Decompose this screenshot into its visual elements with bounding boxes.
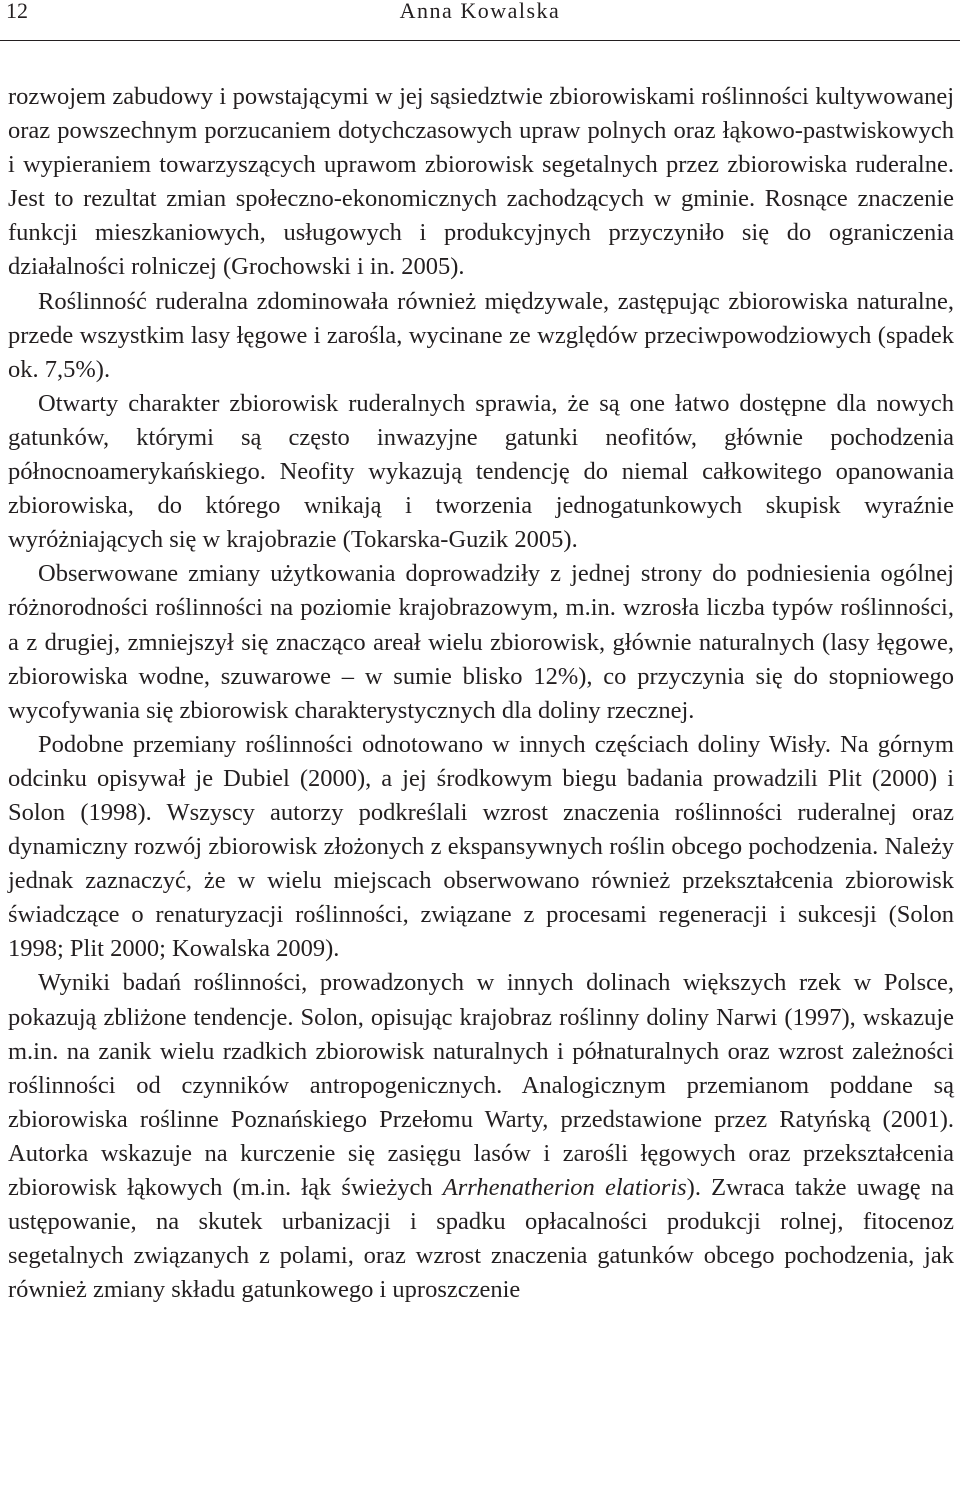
paragraph-1: rozwojem zabudowy i powstającymi w jej sąsiedztwie zbiorowiskami roślinności kultywowanej oraz powszechnym porzucaniem dotychczasowych upraw polnych oraz łąkowo-pastwiskowych i wypieraniem towarzyszących uprawom zbiorowisk segetalnych przez zbiorowiska ruderalne. Jest to rezultat zmian społeczno-ekonomicznych zachodzących w gminie. Rosnące znaczenie funkcji mieszkaniowych, usługowych i produkcyjnych przyczyniło się do ograniczenia działalności rolniczej (Grochowski i in. 2005). [8, 83, 954, 281]
page-header [0, 0, 960, 41]
paragraph-3: Otwarty charakter zbiorowisk ruderalnych sprawia, że są one łatwo dostępne dla nowych gatunków, którymi są często inwazyjne gatunki neofitów, głównie pochodzenia północnoamerykańskiego. Neofity wykazują tendencję do niemal całkowitego opanowania zbiorowiska, do którego wnikają i tworzenia jednogatunkowych skupisk wyraźnie wyróżniających się w krajobrazie (Tokarska-Guzik 2005). [8, 389, 954, 554]
paragraph-2: Roślinność ruderalna zdominowała również międzywale, zastępując zbiorowiska naturalne, przede wszystkim lasy łęgowe i zarośla, wycinane ze względów przeciwpowodziowych (spadek ok. 7,5%). [8, 287, 954, 383]
paragraph-6 [8, 966, 954, 1307]
body-text [8, 80, 954, 1307]
page-number: 12 [6, 0, 28, 23]
paragraph-6-text-end: ). Zwraca także uwagę na ustępowanie, na skutek urbanizacji i spadku opłacalności produkcji rolnej, fitocenoz segetalnych związanych z polami, oraz wzrost znaczenia gatunków obcego pochodzenia, jak również zmiany składu gatunkowego i uproszczenie [8, 1174, 954, 1304]
paragraph-6-text-start: Wyniki badań roślinności, prowadzonych w innych dolinach większych rzek w Polsce, pokazują zbliżone tendencje. Solon, opisując krajobraz roślinny doliny Narwi (1997), wskazuje m.in. na zanik wielu rzadkich zbiorowisk naturalnych i półnaturalnych oraz wzrost zależności roślinności od czynników antropogenicznych. Analogicznym przemianom poddane są zbiorowiska roślinne Poznańskiego Przełomu Warty, przedstawione przez Ratyńską (2001). Autorka wskazuje na kurczenie się zasięgu lasów i zarośli łęgowych oraz przekształcenia zbiorowisk łąkowych (m.in. łąk świeżych [8, 969, 954, 1201]
running-head-author: Anna Kowalska [399, 0, 561, 23]
paragraph-6-species-name: Arrhenatherion elatioris [442, 1174, 687, 1201]
paragraph-4: Obserwowane zmiany użytkowania doprowadziły z jednej strony do podniesienia ogólnej różnorodności roślinności na poziomie krajobrazowym, m.in. wzrosła liczba typów roślinności, a z drugiej, zmniejszył się znacząco areał wielu zbiorowisk, głównie naturalnych (lasy łęgowe, zbiorowiska wodne, szuwarowe – w sumie blisko 12%), co przyczynia się do stopniowego wycofywania się zbiorowisk charakterystycznych dla doliny rzecznej. [8, 560, 954, 724]
paragraph-5: Podobne przemiany roślinności odnotowano w innych częściach doliny Wisły. Na górnym odcinku opisywał je Dubiel (2000), a jej środkowym biegu badania prowadzili Plit (2000) i Solon (1998). Wszyscy autorzy podkreślali wzrost znaczenia roślinności ruderalnej oraz dynamiczny rozwój zbiorowisk złożonych z ekspansywnych roślin obcego pochodzenia. Należy jednak zaznaczyć, że w wielu miejscach obserwowano również przekształcenia zbiorowisk świadczące o renaturyzacji roślinności, związane z procesami regeneracji i sukcesji (Solon 1998; Plit 2000; Kowalska 2009). [8, 730, 954, 963]
